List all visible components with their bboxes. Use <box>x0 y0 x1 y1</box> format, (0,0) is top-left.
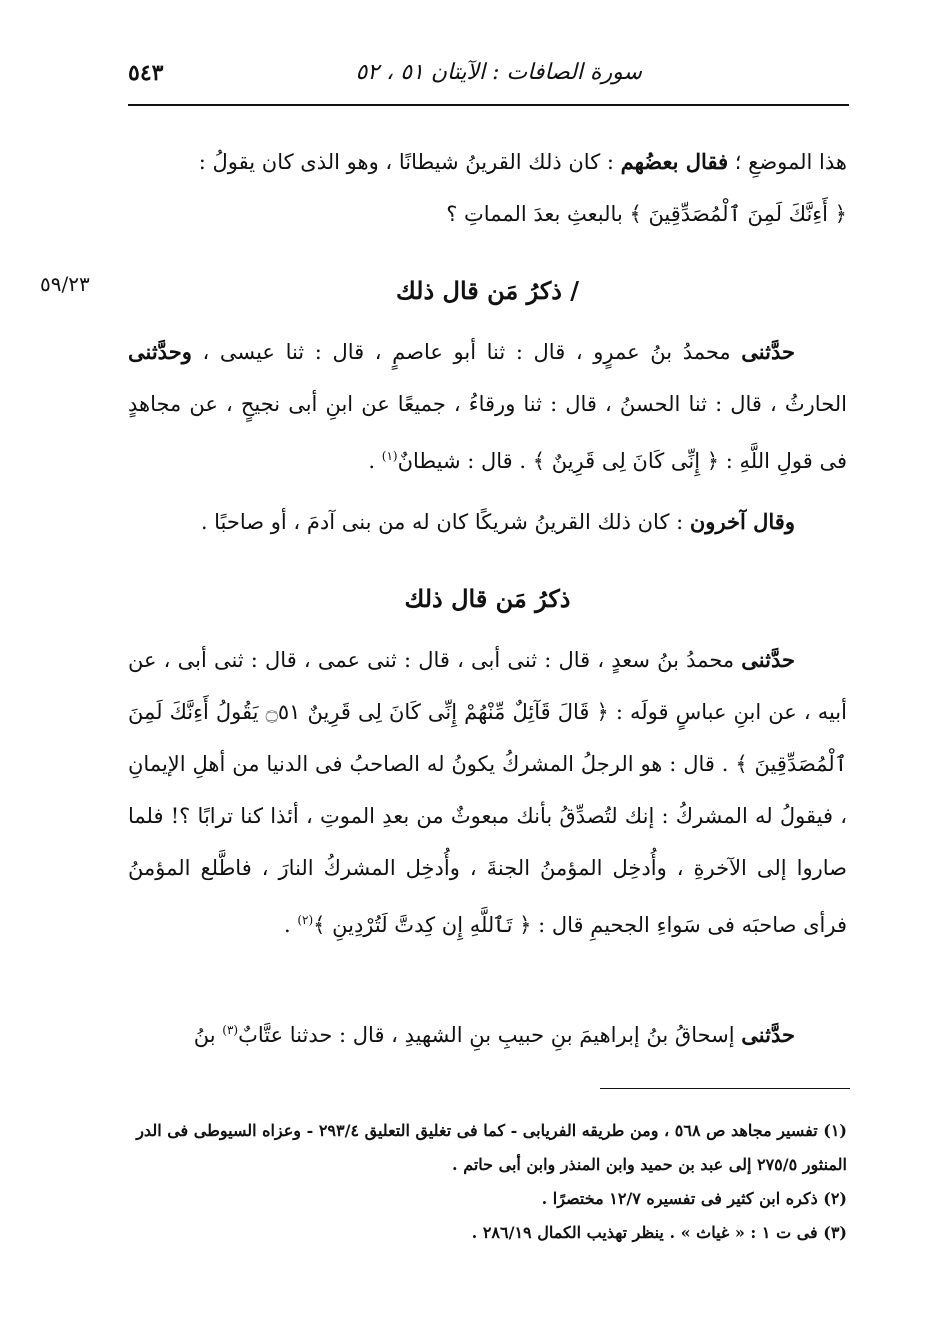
text-run: . <box>368 449 382 473</box>
page-number: ٥٤٣ <box>128 60 164 86</box>
margin-reference: ٥٩/٢٣ <box>40 272 90 296</box>
footnote-2: (٢) ذكره ابن كثير فى تفسيره ١٢/٧ مختصرًا . <box>541 1189 847 1208</box>
text-run: إسحاقُ بنُ إبراهيمَ بنِ حبيبِ بنِ الشهيدِ ، قال : حدثنا عتَّابٌ <box>238 1023 742 1047</box>
text-run: : كان ذلك القرينُ شريكًا كان له من بنى آدمَ ، أو صاحبًا . <box>200 510 690 534</box>
section-heading-2-block <box>128 570 847 628</box>
speaker-phrase: وقال آخرون <box>689 509 795 534</box>
paragraph-5-text <box>128 1004 847 1061</box>
paragraph-1-line-2: ﴿ أَءِنَّكَ لَمِنَ ٱلْمُصَدِّقِينَ ﴾ بالبعثِ بعدَ المماتِ ؟ <box>446 202 847 226</box>
footnote-marker-3: (٣) <box>222 1023 239 1037</box>
footnote-marker-1: (١) <box>381 449 398 463</box>
footnotes <box>128 1114 847 1250</box>
footnote-rule <box>600 1088 850 1089</box>
running-head-title: سورة الصافات : الآيتان ٥١ ، ٥٢ <box>355 60 642 85</box>
header-rule <box>128 104 849 106</box>
paragraph-4-text <box>128 634 847 951</box>
footnote-marker-2: (٢) <box>297 913 314 927</box>
text-run: هذا الموضعِ ؛ <box>728 150 847 174</box>
paragraph-2-text <box>128 326 847 487</box>
text-run: محمدُ بنُ سعدٍ ، قال : ثنى أبى ، قال : ثنى عمى ، قال : ثنى أبى ، عن أبيه ، عن ابنِ عباسٍ قولَه : ﴿ قَالَ قَآئِلٌ مِّنْهُمْ إِنِّى كَانَ لِى قَرِينٌ ۝٥١ يَقُولُ أَءِنَّكَ لَمِنَ ٱلْمُصَدِّقِينَ ﴾ . قال : هو الرجلُ المشركُ يكونُ له الصاحبُ فى الدنيا من أهلِ الإيمانِ ، فيقولُ له المشركُ : إنك لتُصدِّقُ بأنك مبعوثٌ من بعدِ الموتِ ، أئذا كنا ترابًا ؟! فلما صاروا إلى الآخرةِ ، وأُدخِل المؤمنُ الجنةَ ، وأُدخِل المشركُ النارَ ، فاطَّلع المؤمنُ فرأى صاحبَه فى سَواءِ الجحيمِ قال : ﴿ تَٱللَّهِ إِن كِدتَّ لَتُرْدِينِ ﴾ <box>128 648 847 937</box>
footnote-3: (٣) فى ت ١ : « غياث » . ينظر تهذيب الكمال ٢٨٦/١٩ . <box>471 1223 847 1242</box>
paragraph-5 <box>128 1004 847 1061</box>
paragraph-2 <box>128 326 847 487</box>
paragraph-3 <box>128 496 847 548</box>
text-run: بنُ <box>193 1023 223 1047</box>
narration-word: حدَّثنى <box>741 1022 795 1047</box>
narration-word: حدَّثنى <box>741 647 795 672</box>
paragraph-1 <box>128 136 847 240</box>
paragraph-4 <box>128 634 847 951</box>
section-heading-1: / ذكرُ مَن قال ذلك <box>395 276 580 305</box>
section-heading-1-block <box>128 262 847 320</box>
text-run: . <box>283 913 298 937</box>
paragraph-3-text <box>128 496 847 548</box>
speaker-phrase: فقال بعضُهم <box>620 149 729 174</box>
text-run: محمدُ بنُ عمرٍو ، قال : ثنا أبو عاصمٍ ، قال : ثنا عيسى ، <box>191 340 742 364</box>
text-run: : كان ذلك القرينُ شيطانًا ، وهو الذى كان يقولُ : <box>198 150 621 174</box>
text-run: الحارثُ ، قال : ثنا الحسنُ ، قال : ثنا ورقاءُ ، جميعًا عن ابنِ أبى نجيحٍ ، عن مجاهدٍ فى قولِ اللَّهِ : ﴿ إِنِّى كَانَ لِى قَرِينٌ ﴾ . قال : شيطانٌ <box>128 392 847 473</box>
narration-word: وحدَّثنى <box>128 339 192 364</box>
paragraph-1-line-1 <box>128 136 847 188</box>
section-heading-2: ذكرُ مَن قال ذلك <box>404 584 571 613</box>
footnote-1: (١) تفسير مجاهد ص ٥٦٨ ، ومن طريقه الفريابى - كما فى تغليق التعليق ٢٩٣/٤ - وعزاه السيوطى فى الدر المنثور ٢٧٥/٥ إلى عبد بن حميد وابن المنذر وابن أبى حاتم . <box>136 1121 847 1174</box>
narration-word: حدَّثنى <box>741 339 795 364</box>
running-head <box>128 56 847 96</box>
